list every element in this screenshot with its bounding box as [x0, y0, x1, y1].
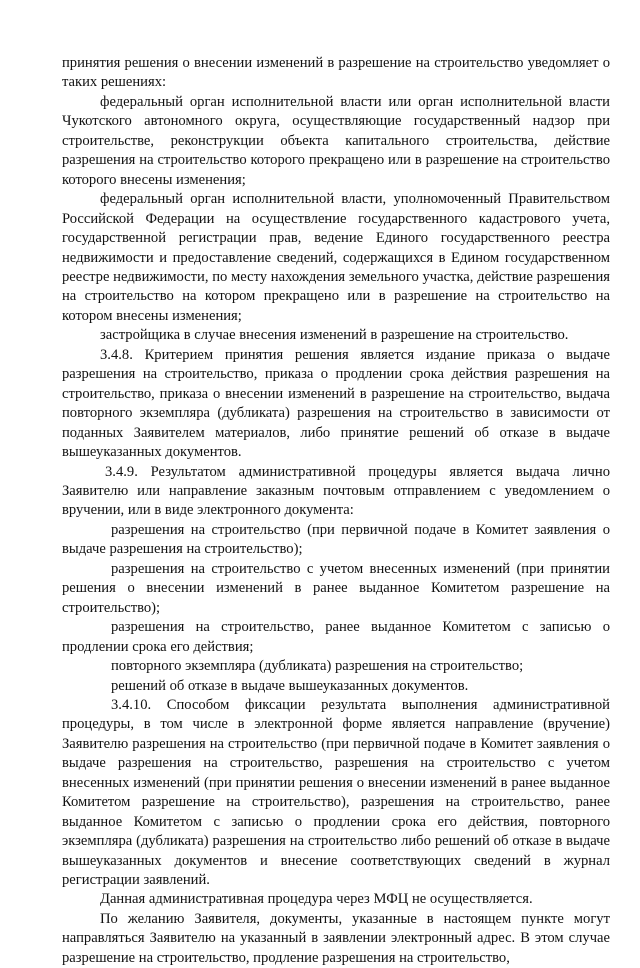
paragraph-mfc: Данная административная процедура через МФЦ не осуществляется. — [100, 891, 533, 908]
paragraph-federal-supervision: федеральный орган исполнительной власти или орган исполнительной власти Чукотского автономного округа, осуществляющие государственный надзор при строительстве, реконструкции объекта капитального строительства, действие разрешения на строительство которого прекращено или в разрешение на строительство которого внесены изменения; — [62, 93, 610, 188]
document-page — [62, 54, 610, 968]
list-item-permit-extension: разрешения на строительство, ранее выданное Комитетом с записью о продлении срока его действия; — [62, 619, 610, 655]
paragraph-3-4-8: 3.4.8. Критерием принятия решения является издание приказа о выдаче разрешения на строительство, приказа о продлении срока действия разрешения на строительство, приказа о внесении изменений в разрешение на строительство, выдача повторного экземпляра (дубликата) разрешения на строительство в зависимости от поданных Заявителем материалов, либо принятие решений об отказе в выдаче вышеуказанных документов. — [62, 346, 610, 461]
list-item-refusal: решений об отказе в выдаче вышеуказанных документов. — [111, 677, 469, 694]
list-item-duplicate: повторного экземпляра (дубликата) разрешения на строительство; — [111, 658, 524, 675]
paragraph-email-delivery: По желанию Заявителя, документы, указанные в настоящем пункте могут направляться Заявителю на указанный в заявлении электронный адрес. В этом случае разрешение на строительство, продление разрешения на строительство, — [62, 910, 610, 966]
paragraph-developer: застройщика в случае внесения изменений в разрешение на строительство. — [100, 327, 569, 344]
paragraph-federal-cadastre: федеральный орган исполнительной власти, уполномоченный Правительством Российской Федерации на осуществление государственного кадастрового учета, государственной регистрации прав, ведение Единого государственного реестра недвижимости и предоставление сведений, содержащихся в Едином государственном реестре недвижимости, по месту нахождения земельного участка, действие разрешения на строительство на котором прекращено или в разрешение на строительство на котором внесены изменения; — [62, 191, 610, 324]
paragraph-3-4-10: 3.4.10. Способом фиксации результата выполнения административной процедуры, в том числе в электронной форме является направление (вручение) Заявителю разрешения на строительство (при первичной подаче в Комитет заявления о выдаче разрешения на строительство, разрешения на строительство с учетом внесенных изменений (при принятии решения о внесении изменений в ранее выданное Комитетом разрешение на строительство), разрешения на строительство, ранее выданное Комитетом с записью о продлении срока его действия, повторного экземпляра (дубликата) разрешения на строительство либо решений об отказе в выдаче вышеуказанных документов и внесение соответствующих сведений в журнал регистрации заявлений. — [62, 696, 610, 889]
list-item-permit-changes: разрешения на строительство с учетом внесенных изменений (при принятии решения о внесении изменений в ранее выданное Комитетом разрешение на строительство); — [62, 560, 610, 616]
list-item-permit: разрешения на строительство (при первичной подаче в Комитет заявления о выдаче разрешения на строительство); — [62, 521, 610, 558]
paragraph-intro: принятия решения о внесении изменений в разрешение на строительство уведомляет о таких решениях: — [62, 55, 610, 91]
paragraph-3-4-9: 3.4.9. Результатом административной процедуры является выдача лично Заявителю или направление заказным почтовым отправлением с уведомлением о вручении, или в виде электронного документа: — [62, 463, 610, 519]
